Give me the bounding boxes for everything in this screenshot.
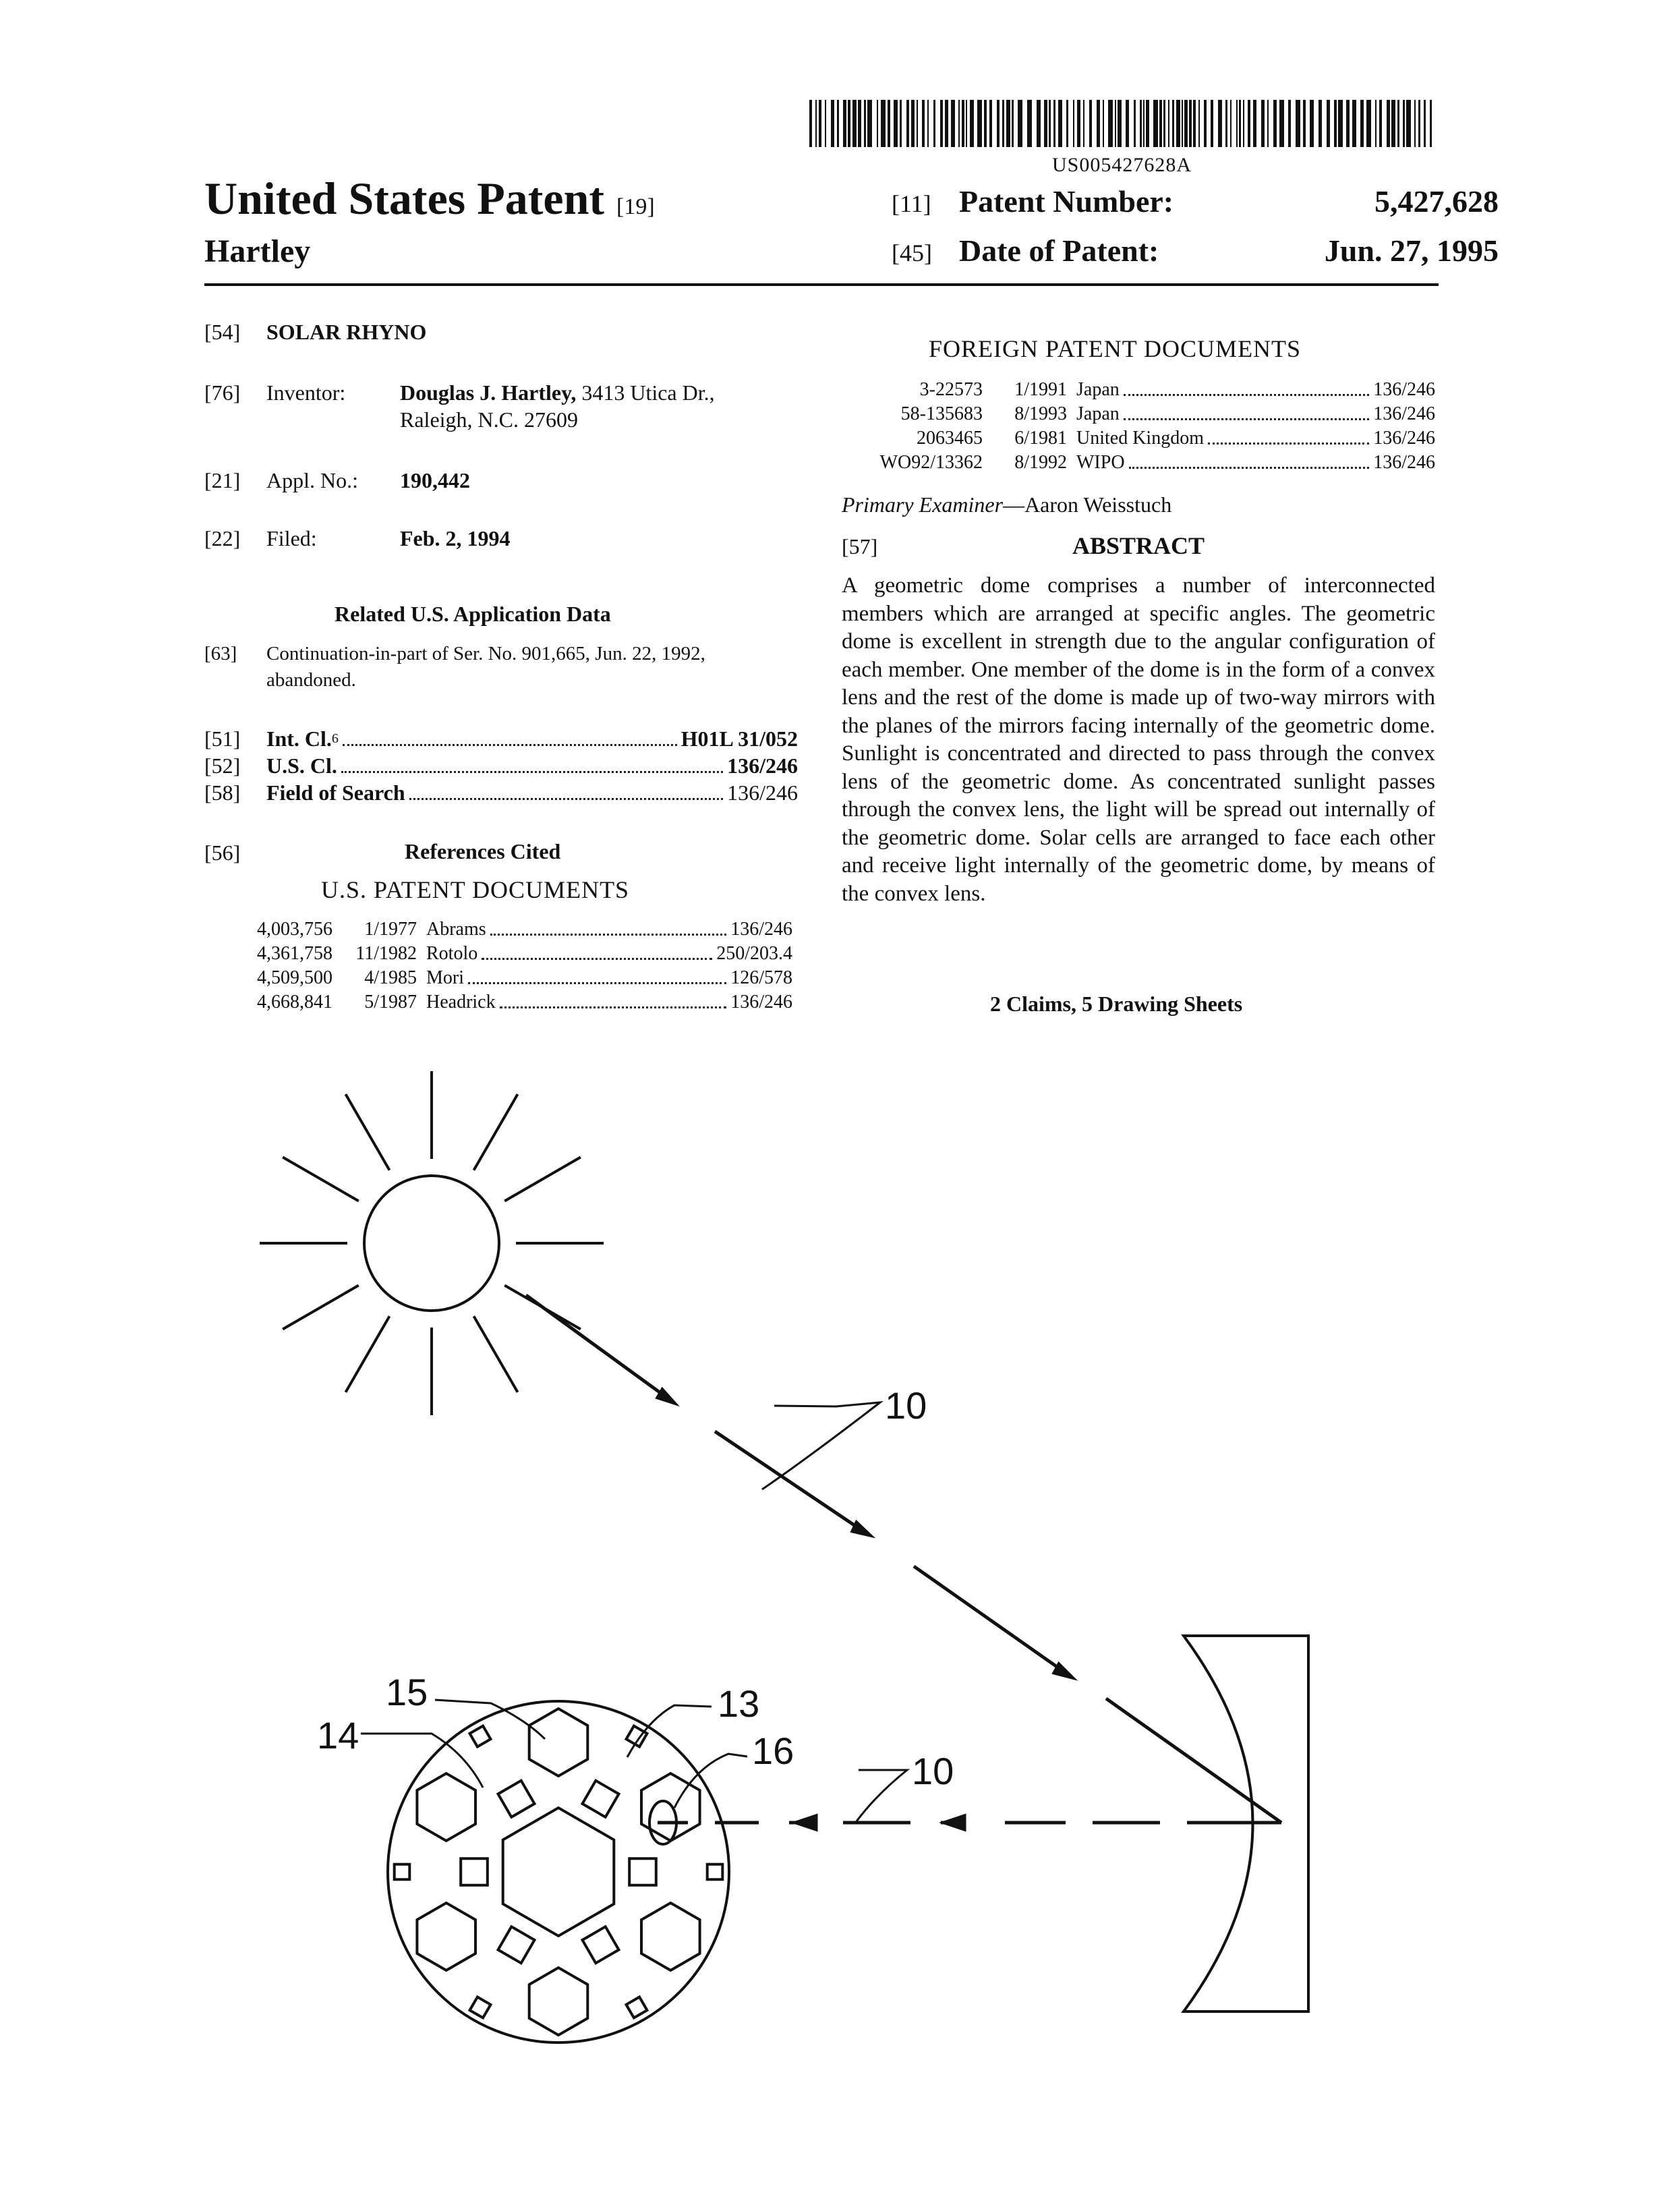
barcode-bar (945, 100, 948, 147)
foreign-doc-country: Japan (1076, 379, 1120, 400)
leader-dots (1208, 443, 1369, 445)
foreign-doc-date: 1/1991 (1014, 379, 1067, 400)
appl-no-row (204, 467, 470, 494)
foreign-docs-list (831, 378, 1435, 475)
foreign-doc-row (831, 402, 1435, 426)
barcode-bar (933, 100, 935, 147)
inventor-address-line2: Raleigh, N.C. 27609 (400, 407, 578, 432)
incident-light-ray (526, 1295, 1281, 1823)
barcode-bar (1248, 100, 1250, 147)
abstract-text: A geometric dome comprises a number of interconnected members which are arranged at specific angles. The geometric dome is excellent in strength due to the angular configuration of each member. One member of the dome is in the form of a convex lens and the rest of the dome is made up of two-way mirrors with the planes of the mirrors facing internally of the geometric dome. Sunlight is concentrated and directed to pass through the convex lens of the geometric dome. As concentrated sunlight passes through the convex lens, the light will be spread out internally of the geometric dome. Solar cells are arranged to face each other and receive light internally of the geometric dome, by means of the convex lens. (842, 573, 1435, 906)
sun (260, 1071, 604, 1415)
dome-outer-facet (529, 1709, 588, 1776)
sun-disc (364, 1176, 499, 1311)
leader-dots (409, 798, 724, 800)
barcode-bar (1176, 100, 1180, 147)
barcode-bar (1073, 100, 1074, 147)
us-doc-class: 126/578 (730, 967, 792, 988)
patent-drawing (0, 1052, 1680, 2197)
sun-ray (504, 1158, 581, 1201)
int-cl-code: [51] (204, 726, 241, 751)
us-doc-inventor: Mori (426, 967, 464, 988)
us-cl-label: U.S. Cl. (266, 753, 337, 778)
dome-outline (388, 1701, 729, 2043)
barcode-bar (1424, 100, 1426, 147)
us-doc-inventor: Headrick (426, 992, 496, 1012)
barcode-bar (877, 100, 878, 147)
barcode-bar (1288, 100, 1291, 147)
barcode-number: US005427628A (1052, 154, 1192, 176)
us-doc-number: 4,668,841 (257, 992, 332, 1012)
barcode-bar (922, 100, 925, 147)
related-heading: Related U.S. Application Data (335, 602, 611, 626)
dome-edge-facet (470, 1726, 491, 1747)
abstract-heading: ABSTRACT (1072, 532, 1205, 559)
barcode-bar (1153, 100, 1158, 147)
barcode-bar (1273, 100, 1277, 147)
barcode-bar (1360, 100, 1364, 147)
barcode-bar (894, 100, 898, 147)
barcode-bar (1089, 100, 1092, 147)
foreign-doc-row (831, 378, 1435, 402)
ref-label-10-lower: 10 (912, 1750, 954, 1792)
leader-10-lower (857, 1770, 907, 1821)
us-doc-row (204, 917, 792, 942)
continuation-line1: Continuation-in-part of Ser. No. 901,665, Jun. 22, 1992, (266, 643, 705, 664)
barcode-bar (1066, 100, 1068, 147)
ref-label-10-upper: 10 (885, 1384, 927, 1427)
date-code: [45] (892, 239, 932, 266)
barcode-bar (831, 100, 834, 147)
barcode-bar (1182, 100, 1183, 147)
foreign-doc-number: 58-135683 (900, 403, 983, 424)
barcode-bar (1115, 100, 1116, 147)
barcode-bar (1103, 100, 1104, 147)
patent-office-title: United States Patent (204, 173, 605, 224)
appl-label: Appl. No.: (266, 468, 358, 492)
barcode-bar (1387, 100, 1390, 147)
barcode-bar (951, 100, 955, 147)
us-doc-class: 136/246 (730, 992, 792, 1012)
us-doc-date: 5/1987 (364, 992, 417, 1012)
classification-block (204, 725, 798, 806)
barcode-bar (1414, 100, 1416, 147)
reference-leaders (361, 1402, 907, 1821)
dome-square-facet (629, 1858, 656, 1885)
barcode-bar (867, 100, 872, 147)
barcode-bar (1253, 100, 1256, 147)
leader-dots (468, 982, 726, 984)
barcode-bar (1143, 100, 1145, 147)
barcode-bar (1083, 100, 1084, 147)
barcode-bar (1319, 100, 1322, 147)
barcode-bar (1204, 100, 1207, 147)
barcode-bar (1184, 100, 1188, 147)
dome-edge-facet (470, 1997, 491, 2018)
dome-edge-facet (707, 1864, 723, 1880)
barcode-bar (809, 100, 812, 147)
dome-square-facet (498, 1781, 535, 1817)
examiner-label: Primary Examiner (842, 492, 1004, 517)
foreign-doc-number: WO92/13362 (879, 452, 983, 473)
continuation-line2: abandoned. (266, 669, 356, 691)
barcode-bar (1391, 100, 1395, 147)
sun-ray (283, 1158, 359, 1201)
barcode-bar (1225, 100, 1227, 147)
ref-label-13: 13 (718, 1682, 760, 1725)
barcode-bar (852, 100, 857, 147)
barcode-bar (1077, 100, 1080, 147)
foreign-doc-class: 136/246 (1373, 452, 1435, 473)
dome-square-facet (498, 1927, 535, 1963)
barcode-bar (1159, 100, 1162, 147)
barcode-bar (906, 100, 909, 147)
barcode-bar (825, 100, 826, 147)
barcode-bar (1310, 100, 1314, 147)
us-doc-number: 4,003,756 (257, 919, 332, 940)
dome-outer-facet (529, 1968, 588, 2035)
filed-row (204, 525, 511, 552)
barcode-bar (1002, 100, 1004, 147)
patent-title (204, 172, 655, 225)
inventor-surname: Hartley (204, 233, 311, 269)
leader-14 (361, 1734, 483, 1788)
barcode-bar (1211, 100, 1213, 147)
continuation-code: [63] (204, 643, 237, 664)
inventor-label: Inventor: (266, 380, 346, 405)
barcode-bar (1126, 100, 1129, 147)
field-of-search-row (204, 779, 798, 806)
us-doc-row (204, 990, 792, 1015)
foreign-doc-country: Japan (1076, 403, 1120, 424)
barcode-bar (1193, 100, 1196, 147)
us-doc-class: 250/203.4 (716, 943, 792, 964)
barcode-bar (1303, 100, 1306, 147)
barcode-bar (1430, 100, 1432, 147)
barcode-bar (881, 100, 886, 147)
invention-title: SOLAR RHYNO (266, 320, 427, 344)
int-cl-label: Int. Cl. (266, 726, 332, 751)
foreign-doc-number: 2063465 (917, 428, 983, 449)
patent-number-code: [11] (892, 190, 931, 217)
barcode-bar (1379, 100, 1382, 147)
barcode-bar (1366, 100, 1371, 147)
ref-label-14: 14 (317, 1714, 359, 1757)
sun-ray (346, 1316, 390, 1392)
barcode-bar (1108, 100, 1113, 147)
leader-dots (1129, 467, 1370, 469)
patent-number-row (892, 183, 1499, 219)
us-cl-value: 136/246 (727, 753, 798, 778)
dome-edge-facet (627, 1997, 647, 2018)
barcode-bar (917, 100, 918, 147)
continuation-row (204, 641, 705, 666)
us-doc-row (204, 966, 792, 990)
foreign-docs-heading: FOREIGN PATENT DOCUMENTS (929, 335, 1302, 362)
barcode-bar (1334, 100, 1337, 147)
header-rule (204, 283, 1439, 286)
foreign-doc-class: 136/246 (1373, 403, 1435, 424)
leader-13 (627, 1705, 712, 1757)
barcode-bar (843, 100, 846, 147)
us-docs-list (204, 917, 792, 1015)
dome-square-facet (583, 1927, 619, 1963)
inventor-address-line1: 3413 Utica Dr., (581, 380, 715, 405)
foreign-doc-class: 136/246 (1373, 379, 1435, 400)
barcode-bar (1406, 100, 1411, 147)
foreign-doc-country: United Kingdom (1076, 428, 1204, 449)
barcode-bar (900, 100, 902, 147)
barcode-bar (1012, 100, 1014, 147)
barcode-bar (1327, 100, 1330, 147)
barcode-bar (1134, 100, 1136, 147)
leader-dots (490, 934, 727, 936)
us-cl-row (204, 752, 798, 779)
dome-outer-facet (641, 1903, 700, 1970)
barcode-bar (815, 100, 817, 147)
leader-dots (1124, 394, 1369, 396)
patent-number-label: Patent Number: (959, 184, 1174, 219)
barcode-bar (1267, 100, 1269, 147)
barcode-bar (1006, 100, 1010, 147)
barcode-bar (1163, 100, 1165, 147)
barcode-bar (984, 100, 987, 147)
barcode-bar (911, 100, 915, 147)
field-code: [58] (204, 780, 241, 805)
barcode-bar (1279, 100, 1284, 147)
filed-field-code: [22] (204, 526, 241, 550)
title-field-code: [54] (204, 320, 241, 344)
reflected-light-ray (658, 1816, 1281, 1829)
us-doc-number: 4,361,758 (257, 943, 332, 964)
dome-center-facet (503, 1808, 614, 1936)
barcode-bar (1418, 100, 1420, 147)
barcode-bar (977, 100, 982, 147)
barcode-bar (1198, 100, 1200, 147)
inventor-name: Douglas J. Hartley, (400, 380, 577, 405)
us-doc-inventor: Abrams (426, 919, 486, 940)
leader-dots (482, 958, 712, 960)
barcode-bar (1053, 100, 1055, 147)
barcode-bar (1146, 100, 1149, 147)
barcode-bar (1243, 100, 1244, 147)
barcode-bar (940, 100, 943, 147)
barcode-bar (1168, 100, 1169, 147)
foreign-doc-date: 8/1992 (1014, 452, 1067, 473)
invention-title-row (204, 318, 426, 345)
us-doc-class: 136/246 (730, 919, 792, 940)
barcode-bar (1375, 100, 1377, 147)
leader-dots (341, 771, 723, 773)
sun-ray (346, 1094, 390, 1170)
sun-ray (283, 1286, 359, 1330)
us-doc-inventor: Rotolo (426, 943, 478, 964)
int-cl-row (204, 725, 798, 752)
leader-dots (500, 1006, 727, 1008)
appl-field-code: [21] (204, 468, 241, 492)
barcode-bar (864, 100, 866, 147)
barcode-bar (1097, 100, 1100, 147)
foreign-doc-row (831, 426, 1435, 451)
examiner-name: —Aaron Weisstuch (1003, 492, 1172, 517)
barcode-bar (1140, 100, 1142, 147)
barcode-bar (888, 100, 890, 147)
dome-outer-facet (417, 1773, 475, 1841)
barcode-bar (858, 100, 861, 147)
barcode-bar (1296, 100, 1300, 147)
barcode-bar (1027, 100, 1032, 147)
inventor-field-code: [76] (204, 380, 241, 405)
foreign-doc-number: 3-22573 (919, 379, 983, 400)
barcode-bar (1218, 100, 1222, 147)
barcode-bar (1236, 100, 1238, 147)
barcode-bar (1037, 100, 1041, 147)
references-code: [56] (204, 840, 241, 865)
filed-date: Feb. 2, 1994 (400, 526, 511, 550)
foreign-doc-date: 8/1993 (1014, 403, 1067, 424)
us-doc-date: 1/1977 (364, 919, 417, 940)
filed-label: Filed: (266, 526, 317, 550)
dome-edge-facet (627, 1726, 647, 1747)
leader-dots (343, 744, 677, 746)
barcode-bar (1118, 100, 1122, 147)
foreign-doc-date: 6/1981 (1014, 428, 1067, 449)
barcode-bar (1397, 100, 1399, 147)
inventor-row (204, 379, 811, 406)
dome-square-facet (461, 1858, 488, 1885)
examiner-row (842, 491, 1171, 518)
barcode-bar (1018, 100, 1022, 147)
field-value: 136/246 (727, 780, 798, 805)
patent-number: 5,427,628 (1374, 184, 1499, 219)
barcode-bar (962, 100, 964, 147)
int-cl-value: H01L 31/052 (680, 726, 798, 751)
dome-edge-facet (395, 1864, 410, 1880)
geometric-dome (388, 1701, 729, 2043)
leader-dots (1124, 418, 1369, 420)
barcode-bar (1338, 100, 1343, 147)
sun-ray (474, 1316, 518, 1392)
barcode-bar (958, 100, 960, 147)
us-doc-date: 4/1985 (364, 967, 417, 988)
patent-date: Jun. 27, 1995 (1324, 233, 1499, 268)
date-label: Date of Patent: (959, 233, 1159, 268)
us-doc-date: 11/1982 (355, 943, 417, 964)
dome-square-facet (583, 1781, 619, 1817)
references-heading: References Cited (405, 839, 561, 863)
barcode-bar (989, 100, 992, 147)
dome-outer-facet (417, 1903, 475, 1970)
foreign-doc-country: WIPO (1076, 452, 1125, 473)
us-doc-number: 4,509,500 (257, 967, 332, 988)
leader-10-upper (762, 1402, 880, 1489)
sun-rays (260, 1071, 604, 1415)
barcode-bar (1239, 100, 1241, 147)
int-cl-edition: 6 (331, 731, 339, 746)
barcode-bar (837, 100, 839, 147)
barcode-bar (1403, 100, 1405, 147)
foreign-doc-row (831, 451, 1435, 475)
barcode-bar (819, 100, 821, 147)
barcode-bar (1352, 100, 1356, 147)
barcode-bar (1189, 100, 1192, 147)
barcode-bar (1261, 100, 1265, 147)
date-row (892, 233, 1499, 268)
barcode-bar (1049, 100, 1051, 147)
barcode-bar (927, 100, 929, 147)
sun-ray (474, 1094, 518, 1170)
barcode-bar (997, 100, 1000, 147)
title-code: [19] (616, 194, 655, 219)
ref-label-15: 15 (386, 1671, 428, 1713)
barcode-bar (970, 100, 974, 147)
barcode-bar (1346, 100, 1350, 147)
barcode-bar (966, 100, 967, 147)
barcode-bar (1044, 100, 1047, 147)
field-label: Field of Search (266, 780, 405, 805)
us-cl-code: [52] (204, 753, 241, 778)
barcode-bar (1172, 100, 1174, 147)
barcode-bar (1230, 100, 1232, 147)
foreign-doc-class: 136/246 (1373, 428, 1435, 449)
us-docs-heading: U.S. PATENT DOCUMENTS (321, 876, 630, 903)
us-doc-row (204, 942, 792, 966)
appl-number: 190,442 (400, 468, 470, 492)
abstract-code: [57] (842, 534, 878, 559)
barcode (809, 100, 1440, 147)
barcode-bar (848, 100, 850, 147)
claims-summary: 2 Claims, 5 Drawing Sheets (990, 992, 1243, 1016)
barcode-bar (1058, 100, 1062, 147)
ref-label-16: 16 (752, 1730, 794, 1772)
